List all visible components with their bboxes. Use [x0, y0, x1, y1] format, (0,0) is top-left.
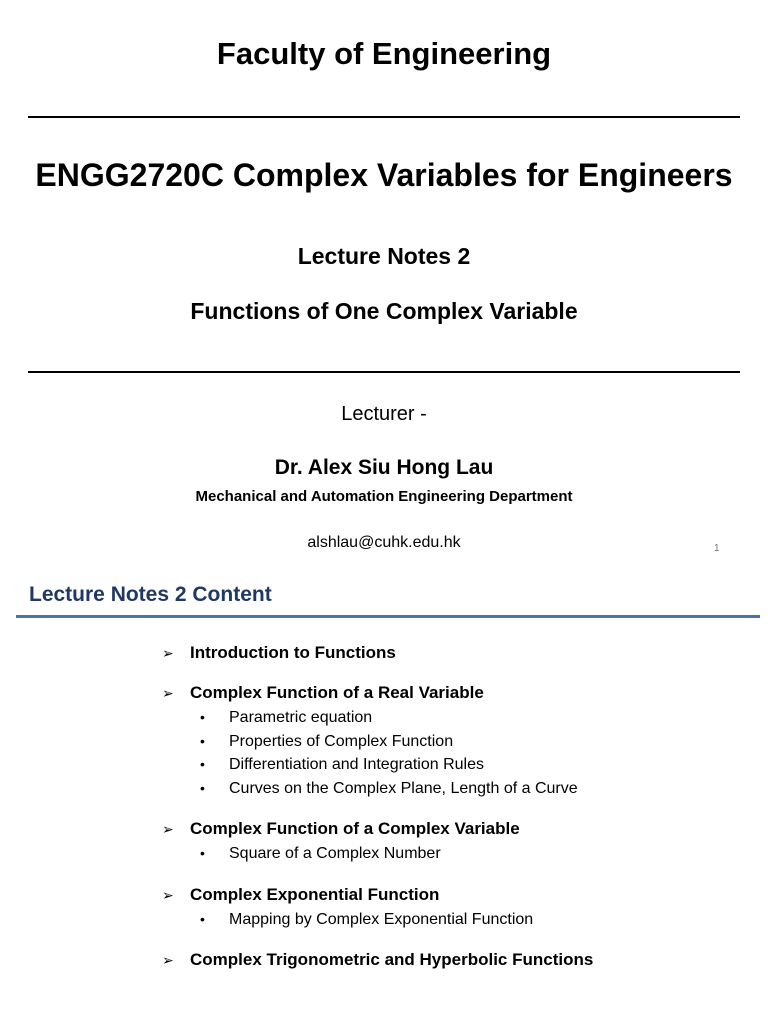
- topic-group: [162, 818, 752, 866]
- lecturer-label: Lecturer -: [341, 403, 427, 425]
- topic-label: Complex Function of a Complex Variable: [190, 819, 520, 838]
- top-divider: [28, 116, 740, 118]
- bullet-icon: •: [200, 756, 205, 772]
- subtopic-item: [162, 842, 752, 866]
- page-number: 1: [714, 543, 720, 554]
- topic-item: [162, 884, 752, 906]
- subtopic-label: Square of a Complex Number: [229, 845, 441, 862]
- subtopic-label: Differentiation and Integration Rules: [229, 756, 484, 773]
- bullet-icon: •: [200, 910, 205, 927]
- subtopic-list: [162, 908, 752, 932]
- topic-label: Complex Function of a Real Variable: [190, 683, 484, 702]
- arrow-bullet-icon: ➢: [162, 952, 174, 968]
- subtopic-item: [162, 753, 752, 777]
- subtopic-item: [162, 908, 752, 932]
- topic-item: [162, 642, 752, 664]
- subtopic-label: Parametric equation: [229, 709, 373, 726]
- arrow-bullet-icon: ➢: [162, 645, 174, 661]
- subtopic-list: [162, 842, 752, 866]
- subtopic-item: [162, 730, 752, 754]
- subtopic-list: [162, 706, 752, 800]
- content-title: Lecture Notes 2 Content: [29, 583, 272, 606]
- subtopic-label: Curves on the Complex Plane, Length of a Curve: [229, 779, 578, 797]
- topic-label: Complex Exponential Function: [190, 884, 440, 904]
- email-address: alshlau@cuhk.edu.hk: [307, 534, 461, 551]
- bullet-icon: •: [200, 845, 205, 861]
- bullet-icon: •: [200, 732, 205, 749]
- topic-group: [162, 642, 752, 664]
- topic-label: Complex Trigonometric and Hyperbolic Functions: [190, 950, 594, 969]
- arrow-bullet-icon: ➢: [162, 886, 174, 903]
- bullet-icon: •: [200, 709, 205, 725]
- bottom-divider: [28, 371, 740, 373]
- subtopic-item: [162, 777, 752, 801]
- lecture-topic: Functions of One Complex Variable: [190, 298, 578, 324]
- topic-group: [162, 884, 752, 932]
- subtopic-item: [162, 706, 752, 730]
- topic-group: [162, 682, 752, 800]
- topic-list: [162, 642, 752, 989]
- topic-group: [162, 949, 752, 971]
- course-title: ENGG2720C Complex Variables for Engineers: [35, 157, 733, 193]
- topic-item: [162, 818, 752, 840]
- subtopic-label: Properties of Complex Function: [229, 732, 454, 750]
- department-name: Mechanical and Automation Engineering Department: [195, 488, 573, 505]
- topic-label: Introduction to Functions: [190, 643, 396, 662]
- subtopic-label: Mapping by Complex Exponential Function: [229, 910, 534, 928]
- bullet-icon: •: [200, 779, 205, 796]
- topic-item: [162, 682, 752, 704]
- arrow-bullet-icon: ➢: [162, 821, 174, 837]
- faculty-heading: Faculty of Engineering: [216, 36, 552, 71]
- arrow-bullet-icon: ➢: [162, 685, 174, 701]
- lecturer-name: Dr. Alex Siu Hong Lau: [274, 456, 494, 479]
- lecture-number: Lecture Notes 2: [297, 243, 471, 269]
- content-title-rule: [16, 615, 760, 618]
- topic-item: [162, 949, 752, 971]
